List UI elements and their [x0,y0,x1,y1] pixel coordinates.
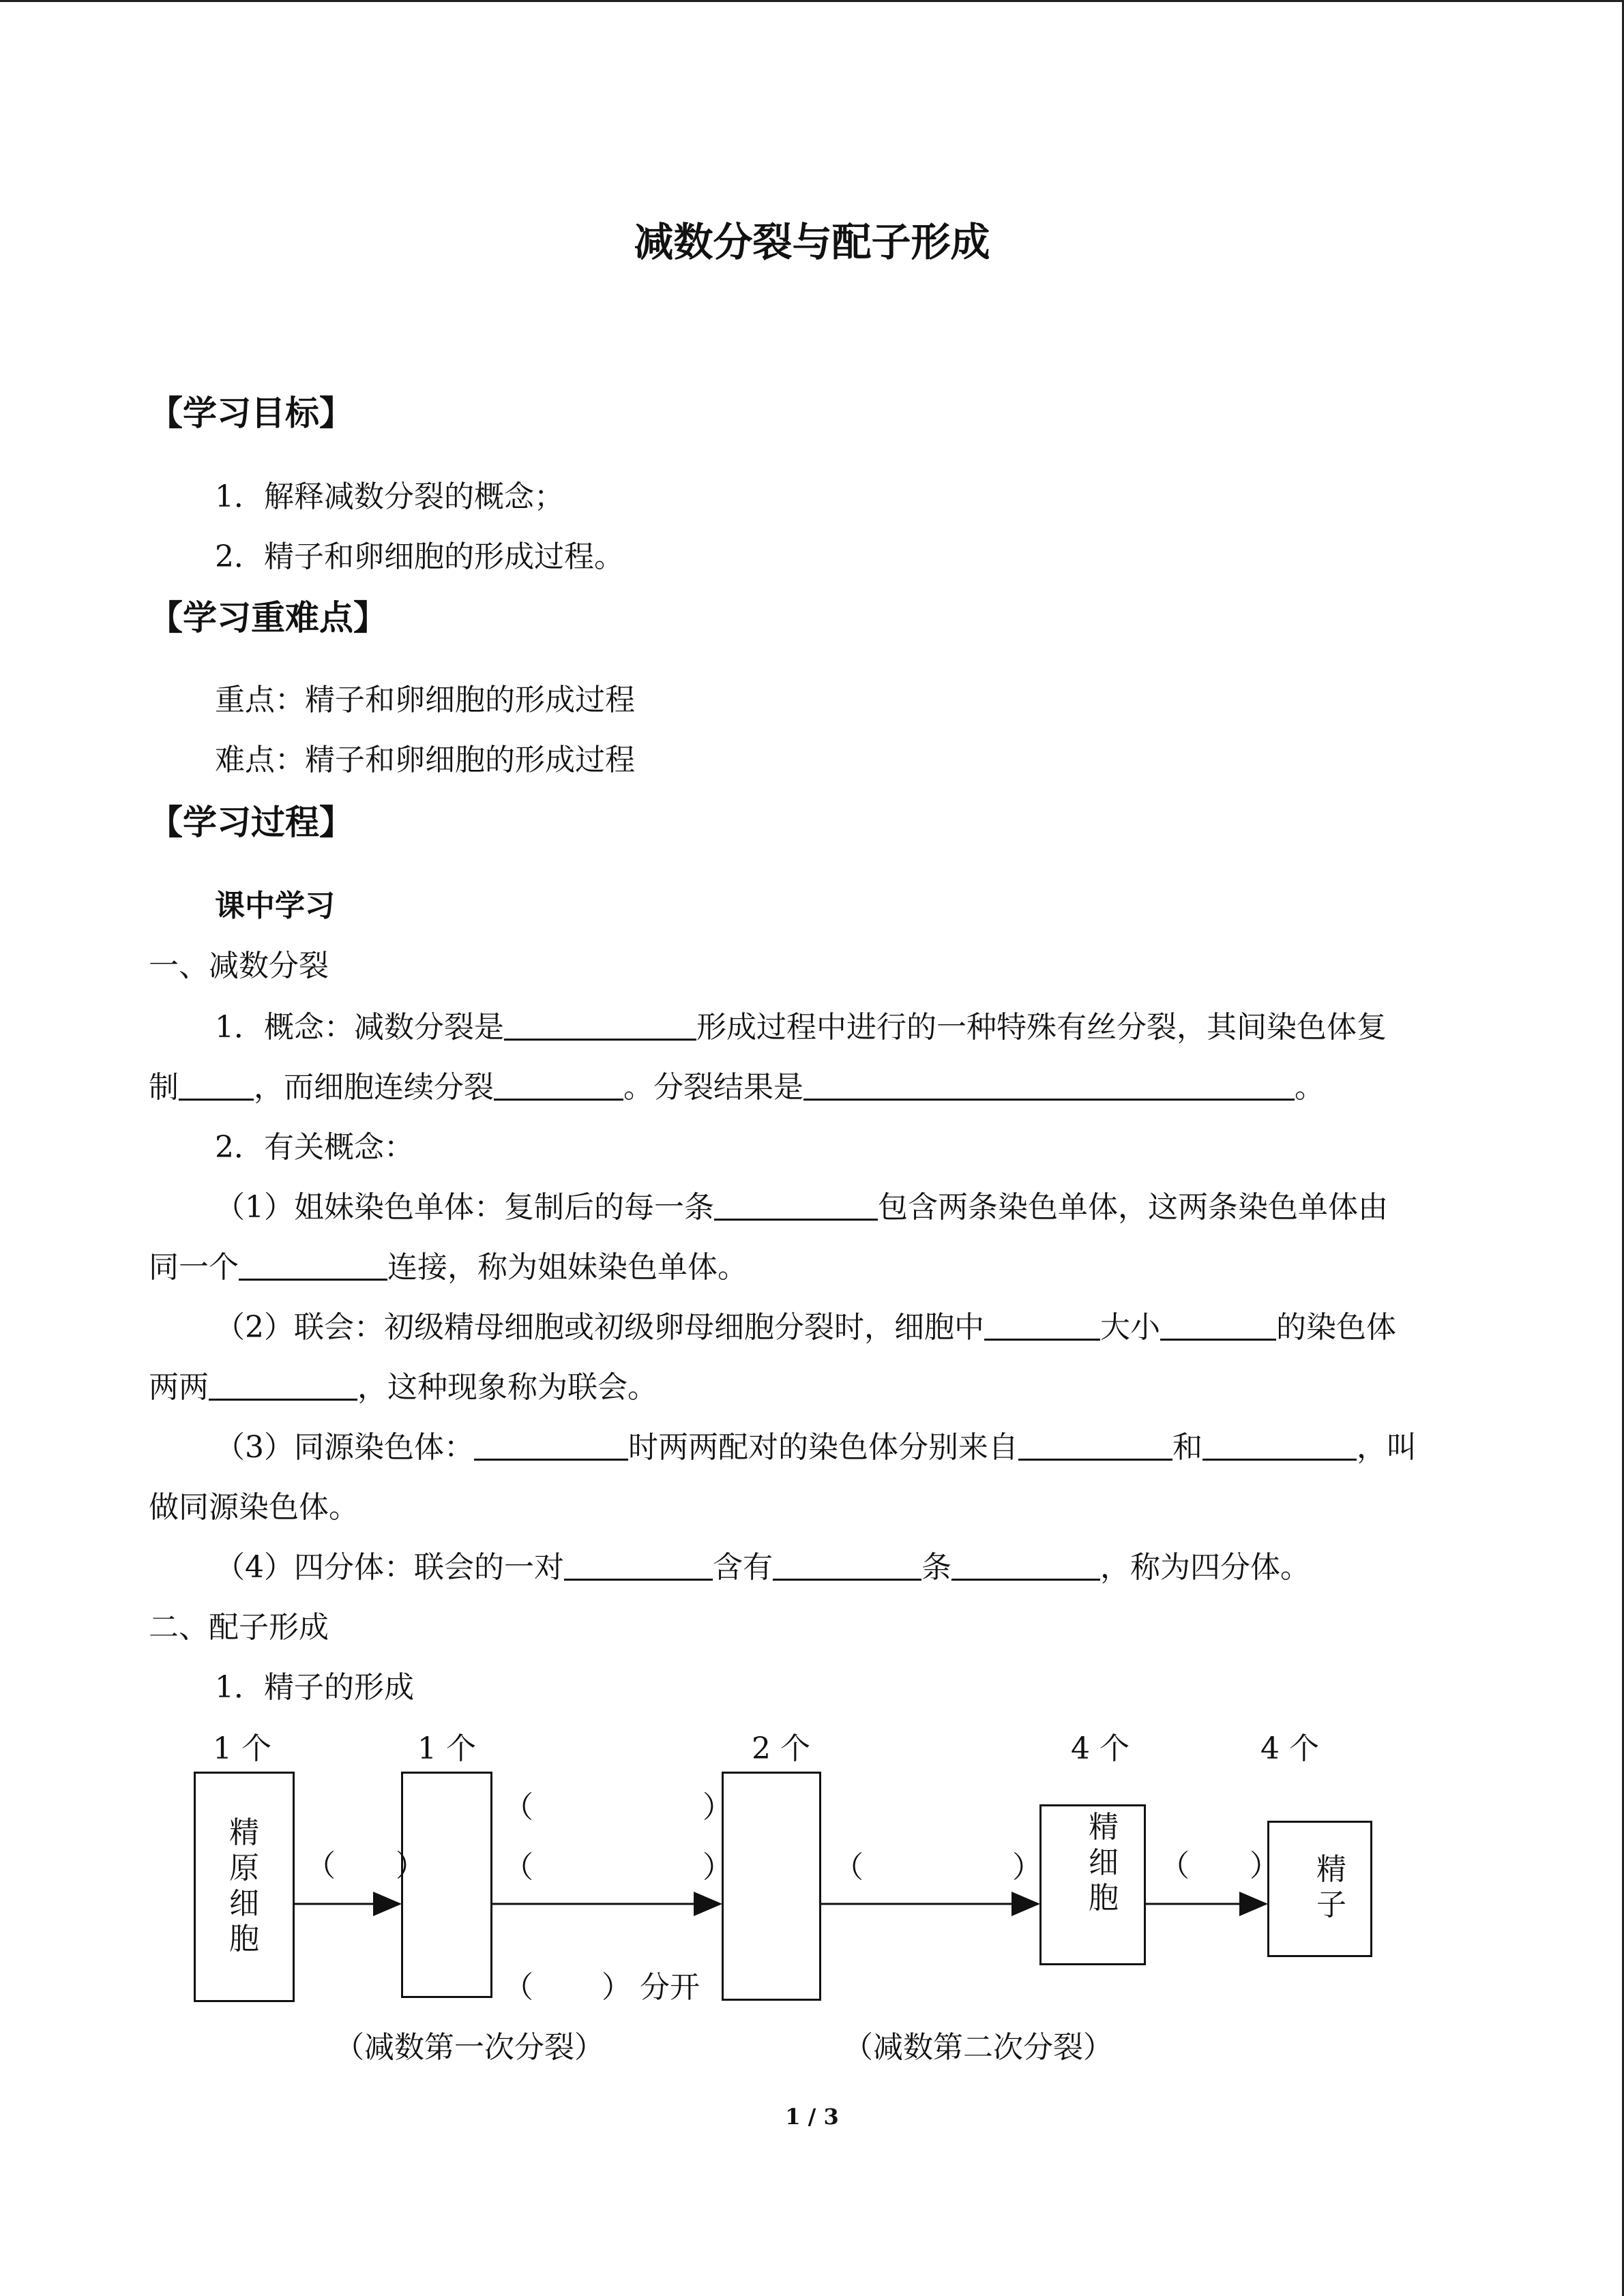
page-title: 减数分裂与配子形成 [634,219,990,265]
tetrad-text-d: ，称为四分体。 [1100,1550,1310,1585]
section-process: 【学习过程】 [149,803,353,842]
count-3: 2 个 [752,1731,810,1766]
goal-2: 2．精子和卵细胞的形成过程。 [215,539,624,574]
section-goals: 【学习目标】 [149,393,353,433]
homologous-line-2: 做同源染色体。 [149,1490,359,1525]
paren-open-row2: （ [503,1850,533,1885]
sister-text-c: 同一个 [149,1250,239,1285]
classroom-label: 课中学习 [215,889,335,923]
count-1: 1 个 [213,1731,271,1766]
sister-text-b: 包含两条染色单体，这两条染色单体由 [878,1190,1388,1225]
difficult-point: 难点：精子和卵细胞的形成过程 [215,743,635,777]
section-keypoints: 【学习重难点】 [149,598,387,638]
sperm-text: 精子 [1316,1852,1346,1922]
paren-open-row1: （ [503,1790,533,1825]
paren-open-arrow3: （ [833,1850,863,1885]
page-number: 1 / 3 [785,2104,839,2130]
tetrad-text-c: 条 [921,1550,951,1585]
concept-text-a: 1．概念：减数分裂是 [215,1010,504,1045]
count-2: 1 个 [417,1731,476,1766]
concept-text-b: 形成过程中进行的一种特殊有丝分裂，其间染色体复 [696,1010,1387,1045]
key-point: 重点：精子和卵细胞的形成过程 [215,683,635,717]
count-5: 4 个 [1260,1731,1319,1766]
concept-text-c: 制 [149,1070,179,1105]
meiosis-1-label: （减数第一次分裂） [334,2030,604,2065]
homologous-text-c: 和 [1172,1430,1202,1465]
sperm-formation: 1．精子的形成 [215,1670,414,1705]
synapsis-text-d: 两两 [149,1370,209,1405]
tetrad-text-b: 含有 [713,1550,773,1585]
homologous-text-b: 时两两配对的染色体分别来自 [628,1430,1018,1465]
paren-open-row3: （ [503,1970,533,2005]
paren-close-arrow3: ） [1012,1850,1042,1885]
synapsis-text-c: 的染色体 [1276,1310,1396,1345]
concept-text-f: 。 [1295,1070,1325,1105]
spermatogonium-text: 精原细胞 [229,1815,259,1956]
separate-label: 分开 [640,1970,700,2005]
related-concepts: 2．有关概念： [215,1130,414,1165]
synapsis-text-b: 大小 [1100,1310,1160,1345]
sister-text-d: 连接，称为姐妹染色单体。 [387,1250,748,1285]
goal-1: 1．解释减数分裂的概念； [215,479,564,514]
paren-close-row2: ） [703,1850,733,1885]
concept-text-e: 。分裂结果是 [623,1070,803,1105]
tetrad-text-a: （4）四分体：联会的一对 [215,1550,564,1585]
part2-heading: 二、配子形成 [149,1610,329,1645]
synapsis-text-e: ，这种现象称为联会。 [357,1370,658,1405]
paren-arrow-4: （ ） [1160,1849,1280,1883]
paren-arrow-1: （ ） [306,1849,426,1883]
part1-heading: 一、减数分裂 [149,949,329,983]
concept-text-d: ，而细胞连续分裂 [254,1070,494,1105]
count-4: 4 个 [1071,1731,1130,1766]
synapsis-text-a: （2）联会：初级精母细胞或初级卵母细胞分裂时，细胞中 [215,1310,984,1345]
paren-close-row1: ） [703,1790,733,1825]
homologous-text-d: ，叫 [1357,1430,1417,1465]
homologous-text-a: （3）同源染色体： [215,1430,474,1465]
meiosis-2-label: （减数第二次分裂） [843,2030,1113,2065]
paren-close-row3: ） [602,1970,632,2005]
spermatid-text: 精细胞 [1089,1810,1119,1915]
sister-text-a: （1）姐妹染色单体：复制后的每一条 [215,1190,714,1225]
